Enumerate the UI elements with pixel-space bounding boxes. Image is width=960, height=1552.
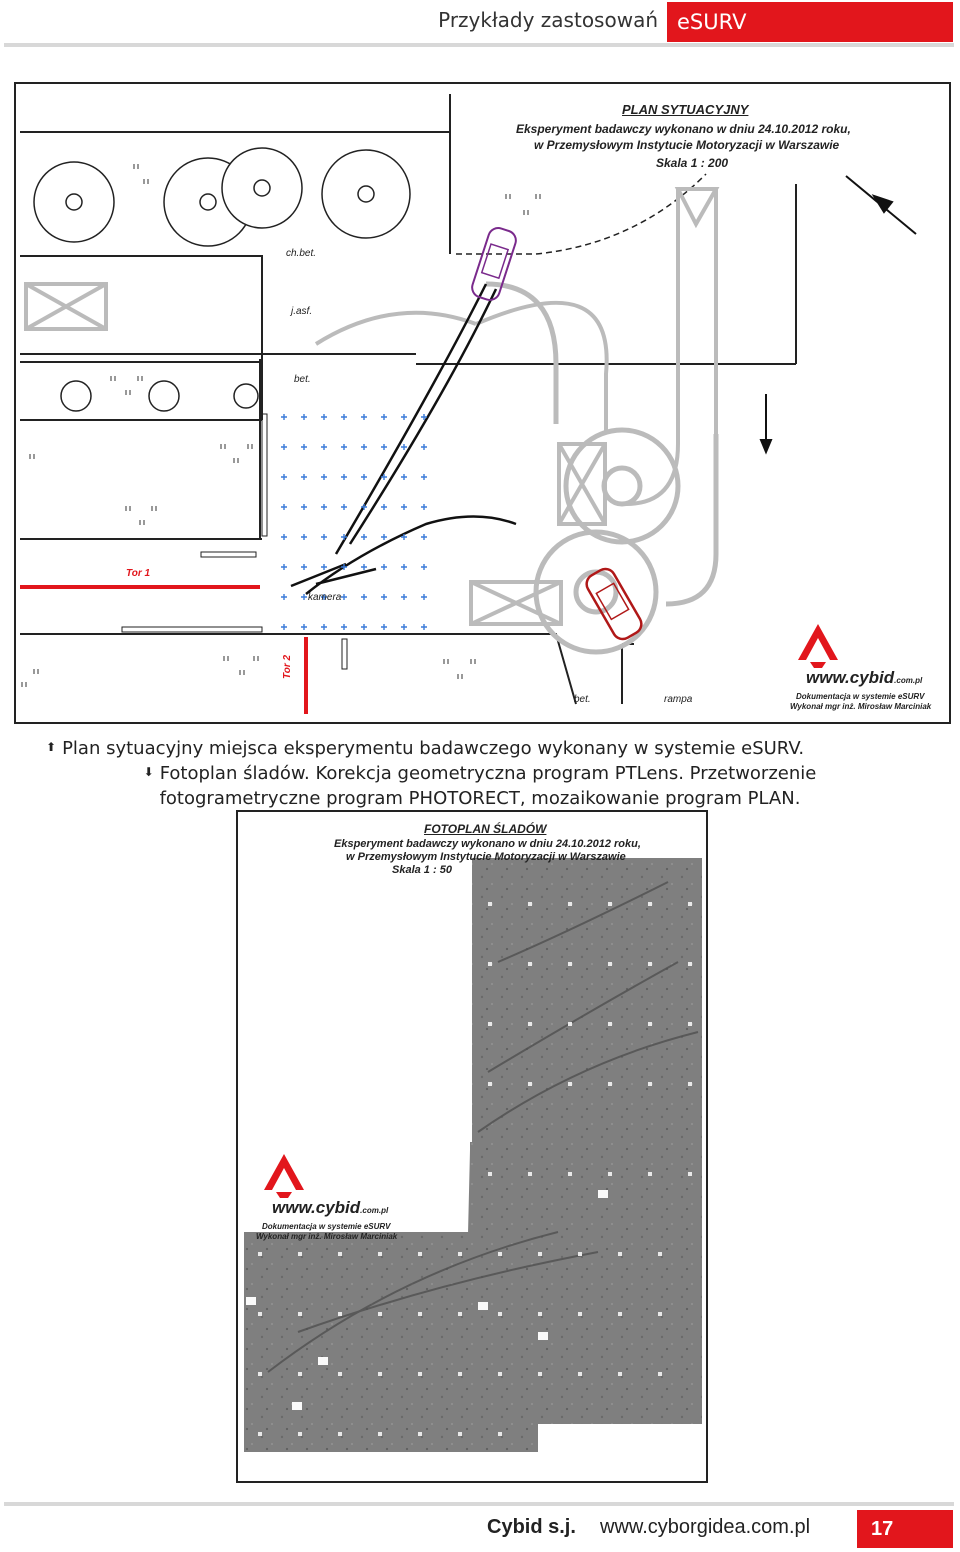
header-brand: eSURV xyxy=(667,2,953,42)
fotoplan-scale: Skala 1 : 50 xyxy=(392,864,452,876)
lane-lines xyxy=(20,587,306,714)
logo-author-line: Wykonał mgr inż. Mirosław Marciniak xyxy=(256,1232,398,1241)
logo-web-name: cybid xyxy=(315,1198,361,1217)
label-rampa: rampa xyxy=(664,694,693,705)
footer-divider xyxy=(4,1502,954,1506)
bullet-arrow-icon: ⬆ xyxy=(46,740,57,754)
label-tor1: Tor 1 xyxy=(126,568,151,579)
caption-line-1 xyxy=(0,738,960,759)
direction-arrow-icon xyxy=(761,394,771,452)
logo-doc-line: Dokumentacja w systemie eSURV xyxy=(262,1222,391,1231)
logo-web-tld: .com.pl xyxy=(894,676,923,685)
label-bet-bottom: bet. xyxy=(574,694,591,705)
plan-scale: Skala 1 : 200 xyxy=(656,156,729,170)
label-bet-top: bet. xyxy=(294,374,311,385)
cybid-logo-icon xyxy=(796,622,840,670)
photo-plan-figure xyxy=(236,810,708,1483)
logo-web-prefix: www. xyxy=(272,1198,316,1217)
logo-web-tld: .com.pl xyxy=(360,1206,389,1215)
footer-company: Cybid s.j. xyxy=(487,1516,576,1538)
cybid-logo-icon xyxy=(262,1152,306,1200)
page-number: 17 xyxy=(857,1510,953,1548)
label-jasf: j.asf. xyxy=(291,306,313,317)
caption-text-1: Plan sytuacyjny miejsca eksperymentu badawczego wykonany w systemie eSURV. xyxy=(62,738,805,759)
footer-url[interactable]: www.cyborgidea.com.pl xyxy=(600,1516,811,1538)
caption-text-2: Fotoplan śladów. Korekcja geometryczna program PTLens. Przetworzenie xyxy=(159,763,817,784)
header-divider xyxy=(4,43,954,47)
fotoplan-title: FOTOPLAN ŚLADÓW xyxy=(424,822,547,836)
fotoplan-subtitle-1: Eksperyment badawczy wykonano w dniu 24.10.2012 roku, xyxy=(334,838,641,850)
bullet-arrow-icon: ⬇ xyxy=(143,765,154,779)
caption-line-2 xyxy=(0,763,960,784)
fotoplan-subtitle-2: w Przemysłowym Instytucie Motoryzacji w Warszawie xyxy=(346,851,626,863)
site-plan-figure xyxy=(14,82,951,724)
label-kamera: kamera xyxy=(308,592,342,603)
logo-web-prefix: www. xyxy=(806,668,850,687)
logo-web-name: cybid xyxy=(849,668,895,687)
plan-title: PLAN SYTUACYJNY xyxy=(622,102,749,117)
plan-subtitle-1: Eksperyment badawczy wykonano w dniu 24.10.2012 roku, xyxy=(516,122,851,136)
photo-mosaic xyxy=(238,812,706,1481)
label-chbet: ch.bet. xyxy=(286,248,317,259)
label-tor2: Tor 2 xyxy=(282,654,293,679)
plan-subtitle-2: w Przemysłowym Instytucie Motoryzacji w Warszawie xyxy=(534,138,840,152)
logo-author-line: Wykonał mgr inż. Mirosław Marciniak xyxy=(790,702,932,711)
north-arrow-icon xyxy=(846,176,916,234)
logo-doc-line: Dokumentacja w systemie eSURV xyxy=(796,692,925,701)
caption-line-3: fotogrametryczne program PHOTORECT, mozaikowanie program PLAN. xyxy=(159,788,801,809)
header-title: Przykłady zastosowań xyxy=(438,8,658,32)
